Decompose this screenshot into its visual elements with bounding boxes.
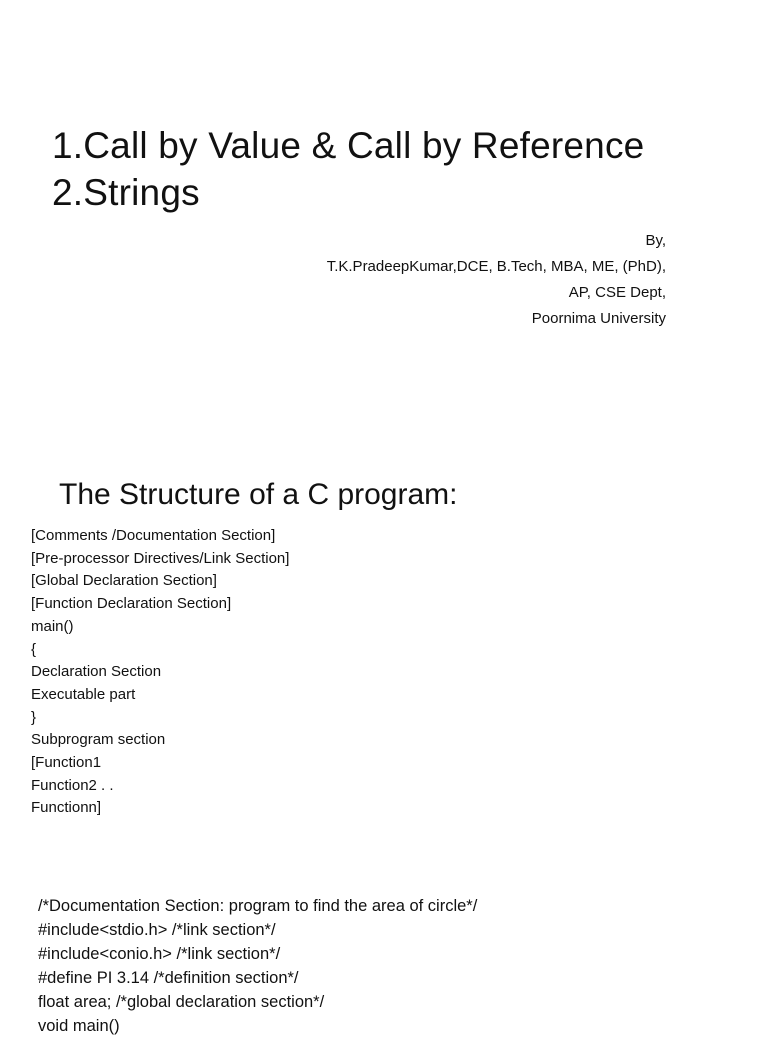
title-slide [0,0,768,432]
structure-line: main() [31,617,74,635]
slide-title-line-2: 2.Strings [52,172,200,213]
structure-slide [0,432,768,864]
byline-line: By, [645,232,666,249]
code-line: float area; /*global declaration section*/ [38,993,325,1011]
code-line: #define PI 3.14 /*definition section*/ [38,969,299,987]
author-byline [327,228,666,332]
code-slide [0,864,768,1035]
structure-line: [Function Declaration Section] [31,595,232,613]
structure-line: [Global Declaration Section] [31,572,217,590]
byline-line: T.K.PradeepKumar,DCE, B.Tech, MBA, ME, (PhD), [326,258,666,275]
structure-line: [Function1 [31,754,102,772]
structure-line: [Comments /Documentation Section] [31,527,276,544]
structure-line: { [31,640,37,658]
slide-title-line-1: 1.Call by Value & Call by Reference [52,125,645,166]
byline-line: AP, CSE Dept, [568,284,666,301]
structure-line: [Pre-processor Directives/Link Section] [31,549,290,567]
code-line: void main() [38,1017,120,1035]
structure-line: Functionn] [31,799,102,817]
structure-line: Subprogram section [31,731,166,749]
structure-list [31,525,289,820]
structure-line: } [31,708,37,726]
byline-line: Poornima University [531,310,666,327]
code-block [38,894,477,1038]
structure-line: Declaration Section [31,663,162,681]
structure-line: Function2 . . [31,776,114,794]
structure-title: The Structure of a C program: [59,478,458,511]
code-line: #include<conio.h> /*link section*/ [38,945,281,963]
structure-line: Executable part [31,685,136,703]
code-line: /*Documentation Section: program to find the area of circle*/ [38,897,478,915]
code-line: #include<stdio.h> /*link section*/ [38,921,276,939]
